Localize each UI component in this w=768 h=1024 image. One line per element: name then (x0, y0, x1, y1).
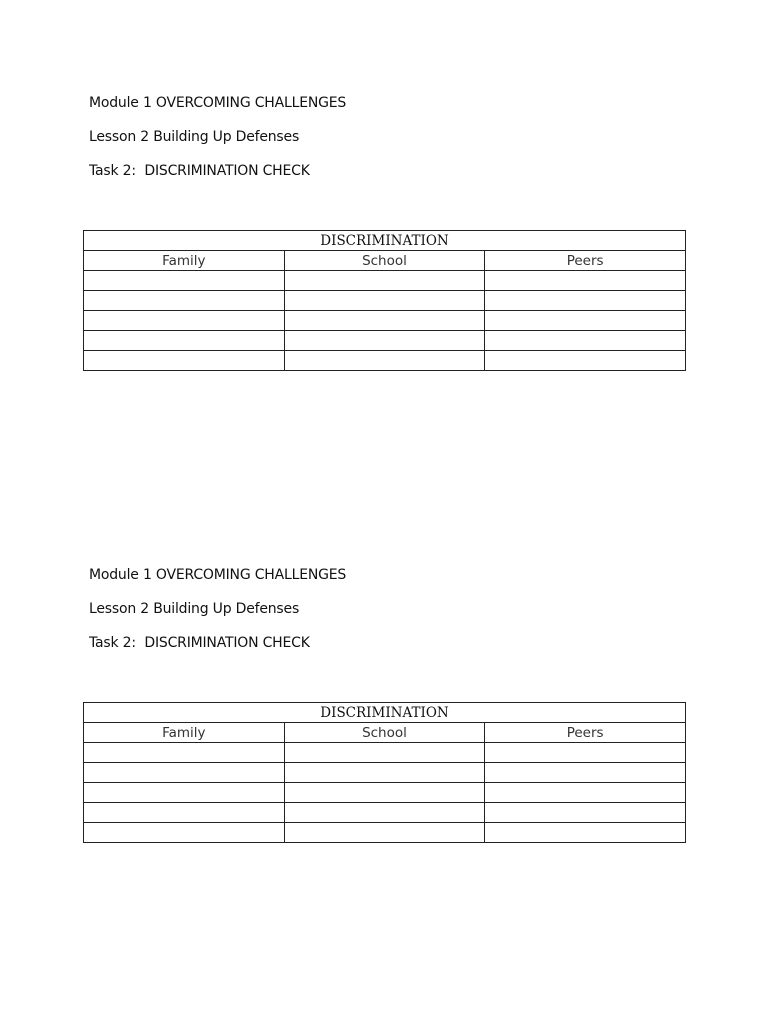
table-cell-school[interactable] (284, 803, 485, 823)
table-cell-school[interactable] (284, 331, 485, 351)
table-cell-peers[interactable] (485, 783, 686, 803)
task-heading: Task 2: DISCRIMINATION CHECK (89, 635, 310, 651)
table-title-row (84, 703, 686, 723)
table-cell-peers[interactable] (485, 803, 686, 823)
discrimination-table (83, 230, 686, 371)
table-cell-peers[interactable] (485, 311, 686, 331)
table-cell-family[interactable] (84, 743, 285, 763)
lesson-heading: Lesson 2 Building Up Defenses (89, 129, 300, 145)
table-title: DISCRIMINATION (84, 231, 686, 251)
table-cell-school[interactable] (284, 783, 485, 803)
discrimination-table (83, 702, 686, 843)
table-cell-family[interactable] (84, 783, 285, 803)
table-row (84, 271, 686, 291)
table-row (84, 783, 686, 803)
table-cell-peers[interactable] (485, 743, 686, 763)
table-cell-family[interactable] (84, 271, 285, 291)
table-cell-peers[interactable] (485, 351, 686, 371)
task-heading: Task 2: DISCRIMINATION CHECK (89, 163, 310, 179)
table-title-row (84, 231, 686, 251)
table-cell-peers[interactable] (485, 331, 686, 351)
table-cell-peers[interactable] (485, 823, 686, 843)
column-header-family: Family (84, 723, 285, 743)
table-cell-family[interactable] (84, 291, 285, 311)
table-cell-family[interactable] (84, 803, 285, 823)
table-row (84, 763, 686, 783)
lesson-heading: Lesson 2 Building Up Defenses (89, 601, 300, 617)
table-cell-school[interactable] (284, 271, 485, 291)
table-cell-family[interactable] (84, 763, 285, 783)
table-cell-peers[interactable] (485, 291, 686, 311)
module-heading: Module 1 OVERCOMING CHALLENGES (89, 95, 347, 111)
table-row (84, 331, 686, 351)
table-title: DISCRIMINATION (84, 703, 686, 723)
table-cell-school[interactable] (284, 743, 485, 763)
table-row (84, 311, 686, 331)
module-heading: Module 1 OVERCOMING CHALLENGES (89, 567, 347, 583)
table-cell-family[interactable] (84, 351, 285, 371)
table-cell-family[interactable] (84, 331, 285, 351)
table-cell-school[interactable] (284, 291, 485, 311)
table-row (84, 803, 686, 823)
table-header-row (84, 723, 686, 743)
table-cell-school[interactable] (284, 823, 485, 843)
table-cell-school[interactable] (284, 351, 485, 371)
column-header-school: School (284, 251, 485, 271)
column-header-school: School (284, 723, 485, 743)
table-row (84, 743, 686, 763)
table-row (84, 351, 686, 371)
column-header-peers: Peers (485, 251, 686, 271)
table-cell-peers[interactable] (485, 271, 686, 291)
table-row (84, 823, 686, 843)
table-cell-school[interactable] (284, 763, 485, 783)
table-cell-school[interactable] (284, 311, 485, 331)
table-row (84, 291, 686, 311)
table-header-row (84, 251, 686, 271)
column-header-peers: Peers (485, 723, 686, 743)
table-cell-family[interactable] (84, 311, 285, 331)
table-cell-peers[interactable] (485, 763, 686, 783)
table-cell-family[interactable] (84, 823, 285, 843)
column-header-family: Family (84, 251, 285, 271)
